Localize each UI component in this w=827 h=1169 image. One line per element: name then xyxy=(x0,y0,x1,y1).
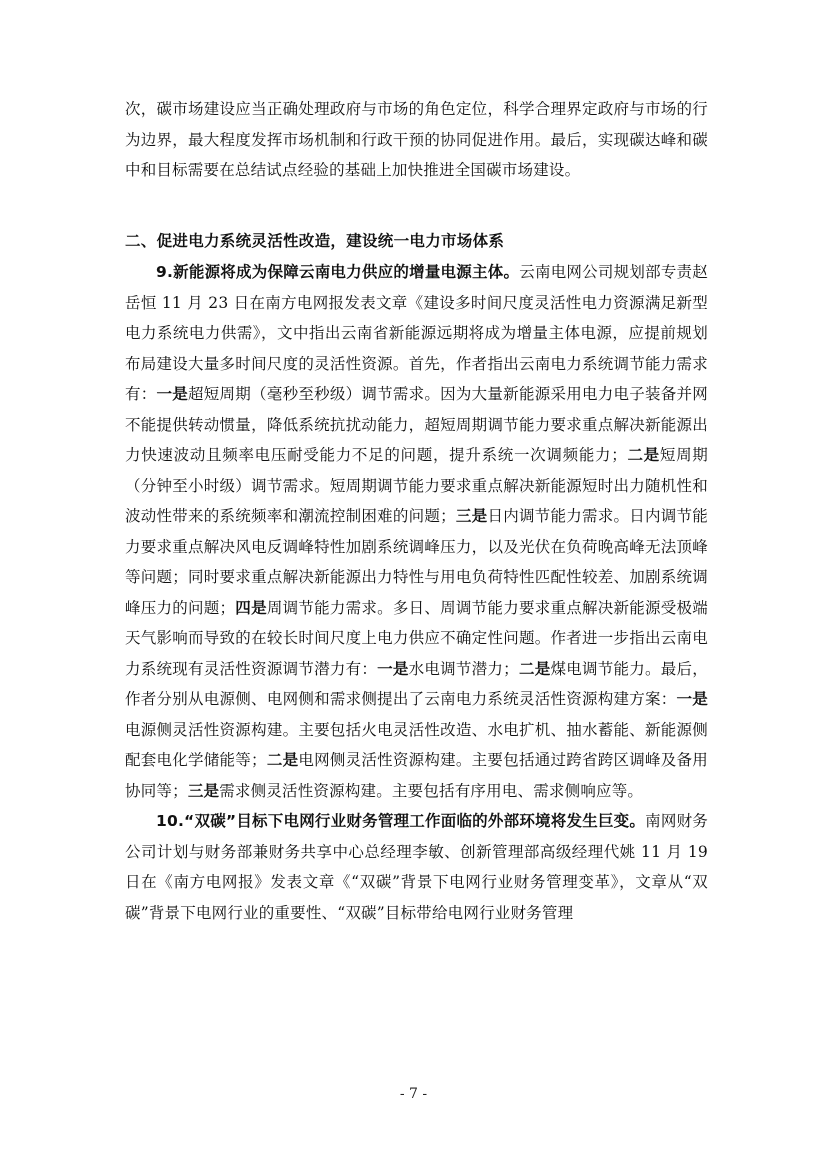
item-9-emphasis: 一是 xyxy=(156,385,189,403)
section-heading: 二、促进电力系统灵活性改造，建设统一电力市场体系 xyxy=(125,231,505,250)
item-9-paragraph xyxy=(125,257,708,806)
item-9-text: 需求侧灵活性资源构建。主要包括有序用电、需求侧响应等。 xyxy=(219,781,644,800)
item-9-emphasis: 二是 xyxy=(518,659,551,678)
item-9-text: 超短周期（毫秒至秒级）调节需求。因为大量新能源采用电力电子装备并网不能提供转动惯量，降低系统抗扰动能力，超短周期调节能力要求重点解决新能源出力快速波动且频率电压耐受能力不足的问题，提升系统一次调频能力； xyxy=(125,385,708,464)
item-9-text: 云南电网公司规划部专责赵岳恒 11 月 23 日在南方电网报发表文章《建设多时间尺度灵活性电力资源满足新型电力系统电力供需》，文中指出云南省新能源远期将成为增量主体电源，应提前规划布局建设大量多时间尺度的灵活性资源。首先，作者指出云南电力系统调节能力需求有： xyxy=(125,263,708,403)
item-9-text: 煤电调节能力。最后，作者分别从电源侧、电网侧和需求侧提出了云南电力系统灵活性资源构建方案： xyxy=(125,659,708,708)
item-9-emphasis: 二是 xyxy=(626,446,660,464)
item-9-emphasis: 二是 xyxy=(266,751,299,769)
item-9-lead: 9.新能源将成为保障云南电力供应的增量电源主体。 xyxy=(156,263,520,281)
page-content xyxy=(125,94,708,928)
item-9-emphasis: 三是 xyxy=(187,781,220,800)
item-10-paragraph xyxy=(125,806,708,928)
item-9-text: 周调节能力需求。多日、周调节能力要求重点解决新能源受极端天气影响而导致的在较长时间尺度上电力供应不确定性问题。作者进一步指出云南电力系统现有灵活性资源调节潜力有： xyxy=(125,598,708,678)
item-10-text: 南网财务公司计划与财务部兼财务共享中心总经理李敏、创新管理部高级经理代姚 11 月 19 日在《南方电网报》发表文章《“双碳”背景下电网行业财务管理变革》，文章从“双碳”背景下电网行业的重要性、“双碳”目标带给电网行业财务管理 xyxy=(125,812,708,922)
item-9-text: 日内调节能力需求。日内调节能力要求重点解决风电反调峰特性加剧系统调峰压力，以及光伏在负荷晚高峰无法顶峰等问题；同时要求重点解决新能源出力特性与用电负荷特性匹配性较差、加剧系统调峰压力的问题； xyxy=(125,507,708,617)
item-9-text: 短周期（分钟至小时级）调节需求。短周期调节能力要求重点解决新能源短时出力随机性和波动性带来的系统频率和潮流控制困难的问题； xyxy=(125,446,709,525)
item-9-text: 电网侧灵活性资源构建。主要包括通过跨省跨区调峰及备用协同等； xyxy=(125,751,708,800)
page-number: - 7 - xyxy=(399,1086,428,1102)
item-9-text: 水电调节潜力； xyxy=(408,659,519,678)
item-9-emphasis: 一是 xyxy=(377,659,409,678)
item-9-emphasis: 三是 xyxy=(455,507,488,525)
item-10-lead: 10.“双碳”目标下电网行业财务管理工作面临的外部环境将发生巨变。 xyxy=(156,812,646,830)
item-9-emphasis: 一是 xyxy=(676,690,708,708)
item-9-emphasis: 四是 xyxy=(235,598,267,617)
intro-paragraph: 次，碳市场建设应当正确处理政府与市场的角色定位，科学合理界定政府与市场的行为边界，最大程度发挥市场机制和行政干预的协同促进作用。最后，实现碳达峰和碳中和目标需要在总结试点经验的基础上加快推进全国碳市场建设。 xyxy=(125,100,708,179)
item-9-text: 电源侧灵活性资源构建。主要包括火电灵活性改造、水电扩机、抽水蓄能、新能源侧配套电化学储能等； xyxy=(125,720,708,769)
